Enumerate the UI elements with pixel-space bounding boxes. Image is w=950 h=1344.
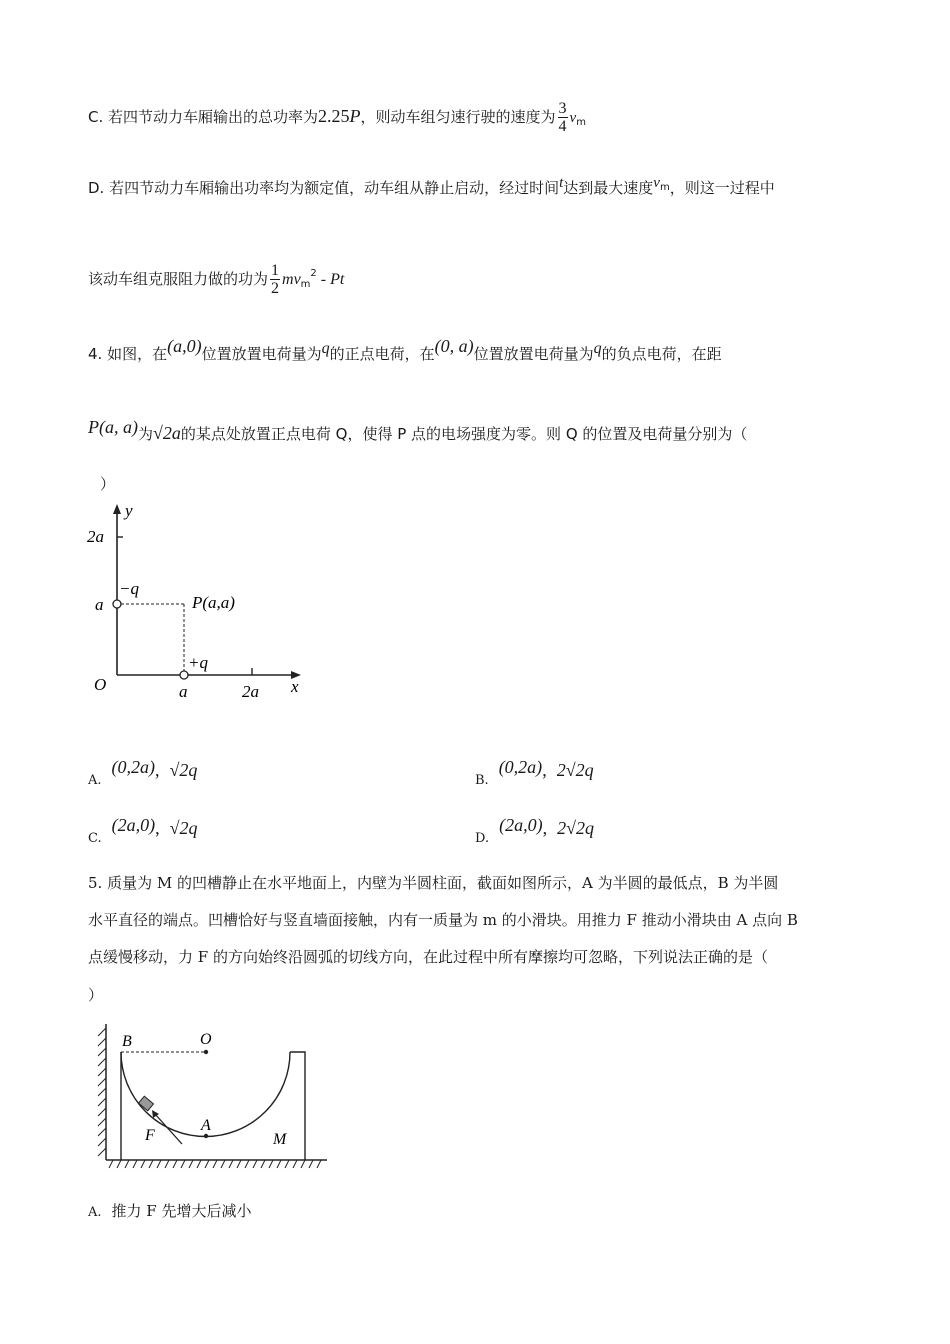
label-pos-q: +q: [188, 653, 208, 672]
mass-velocity: mv: [282, 271, 301, 288]
label-2a-x: 2a: [242, 682, 259, 701]
point-a: [204, 1134, 208, 1138]
option-c-text-mid: ，则动车组匀速行驶的速度为: [360, 108, 556, 126]
option-d-line-2: 该动车组克服阻力做的功为 $\frac{1}{2}$ $mv_m^2$ - Pt: [88, 262, 345, 297]
label-m: M: [273, 1131, 287, 1148]
label-neg-q: −q: [119, 579, 139, 598]
label-a-x: a: [179, 682, 188, 701]
option-d-line-1: D. 若四节动力车厢输出功率均为额定值，动车组从静止启动，经过时间t达到最大速度$v^m$，则这一过程中: [88, 175, 775, 197]
velocity-symbol: v: [653, 175, 660, 191]
ground-hatching: [109, 1160, 321, 1168]
velocity-subscript: m: [576, 117, 586, 128]
power-variable: P: [349, 106, 361, 126]
positive-charge: [180, 671, 188, 679]
point-p: P(a, a): [88, 417, 138, 437]
q4-option-b[interactable]: B.(0,2a), 2√2q: [475, 757, 594, 788]
coordinate-diagram: [85, 500, 315, 705]
power-time-term: - Pt: [316, 271, 345, 288]
q5-option-a[interactable]: A. 推力 F 先增大后减小: [88, 1202, 252, 1220]
q4-option-a[interactable]: A.(0,2a), √2q: [88, 757, 198, 788]
option-c-line: [88, 98, 586, 141]
q4-option-c[interactable]: C.(2a,0), √2q: [88, 815, 198, 846]
label-origin: O: [94, 675, 107, 694]
label-b: B: [122, 1033, 132, 1050]
center-point: [204, 1050, 208, 1054]
label-x: x: [291, 677, 299, 696]
label-f: F: [145, 1127, 155, 1144]
sqrt-2a: √2a: [153, 423, 181, 443]
question-5-line-1: 5. 质量为 M 的凹槽静止在水平地面上，内壁为半圆柱面，截面如图所示，A 为半圆的最低点，B 为半圆: [88, 874, 779, 892]
question-4-close-paren: ）: [100, 475, 116, 493]
velocity-symbol: v: [569, 110, 577, 126]
label-y: y: [125, 501, 133, 520]
wall-hatching: [98, 1028, 106, 1156]
position-a-0: (a,0): [167, 336, 202, 356]
label-2a-y: 2a: [87, 527, 104, 546]
position-0-a: (0, a): [434, 336, 474, 356]
label-point-p: P(a,a): [192, 593, 235, 612]
fraction-one-half: $\frac{1}{2}$: [271, 262, 280, 297]
question-5-close-paren: ）: [88, 986, 104, 1004]
label-a-y: a: [95, 595, 104, 614]
question-4-line-1: 4. 如图，在(a,0)位置放置电荷量为q的正点电荷，在(0, a)位置放置电荷量为q的负点电荷，在距: [88, 336, 722, 363]
q4-option-d[interactable]: D.(2a,0), 2√2q: [475, 815, 594, 846]
groove-diagram: [95, 1020, 335, 1175]
slider-block: [139, 1096, 154, 1111]
time-symbol: t: [559, 175, 564, 191]
force-arrow: [155, 1114, 182, 1144]
question-5-line-2: 水平直径的端点。凹槽恰好与竖直墙面接触，内有一质量为 m 的小滑块。用推力 F 推动小滑块由 A 点向 B: [88, 911, 798, 929]
question-4-line-2: P(a, a)为√2a的某点处放置正点电荷 Q，使得 P 点的电场强度为零。则 Q 的位置及电荷量分别为（: [88, 417, 748, 443]
y-axis-arrow: [113, 504, 121, 514]
fraction-three-quarters: $\frac{3}{4}$: [558, 100, 567, 135]
label-o: O: [200, 1031, 212, 1048]
label-a: A: [201, 1117, 211, 1134]
option-c-text: C. 若四节动力车厢输出的总功率为: [88, 108, 319, 126]
question-5-line-3: 点缓慢移动，力 F 的方向始终沿圆弧的切线方向，在此过程中所有摩擦均可忽略，下列说法正确的是（: [88, 948, 768, 966]
negative-charge: [113, 600, 121, 608]
power-value: 2.25: [318, 106, 350, 126]
